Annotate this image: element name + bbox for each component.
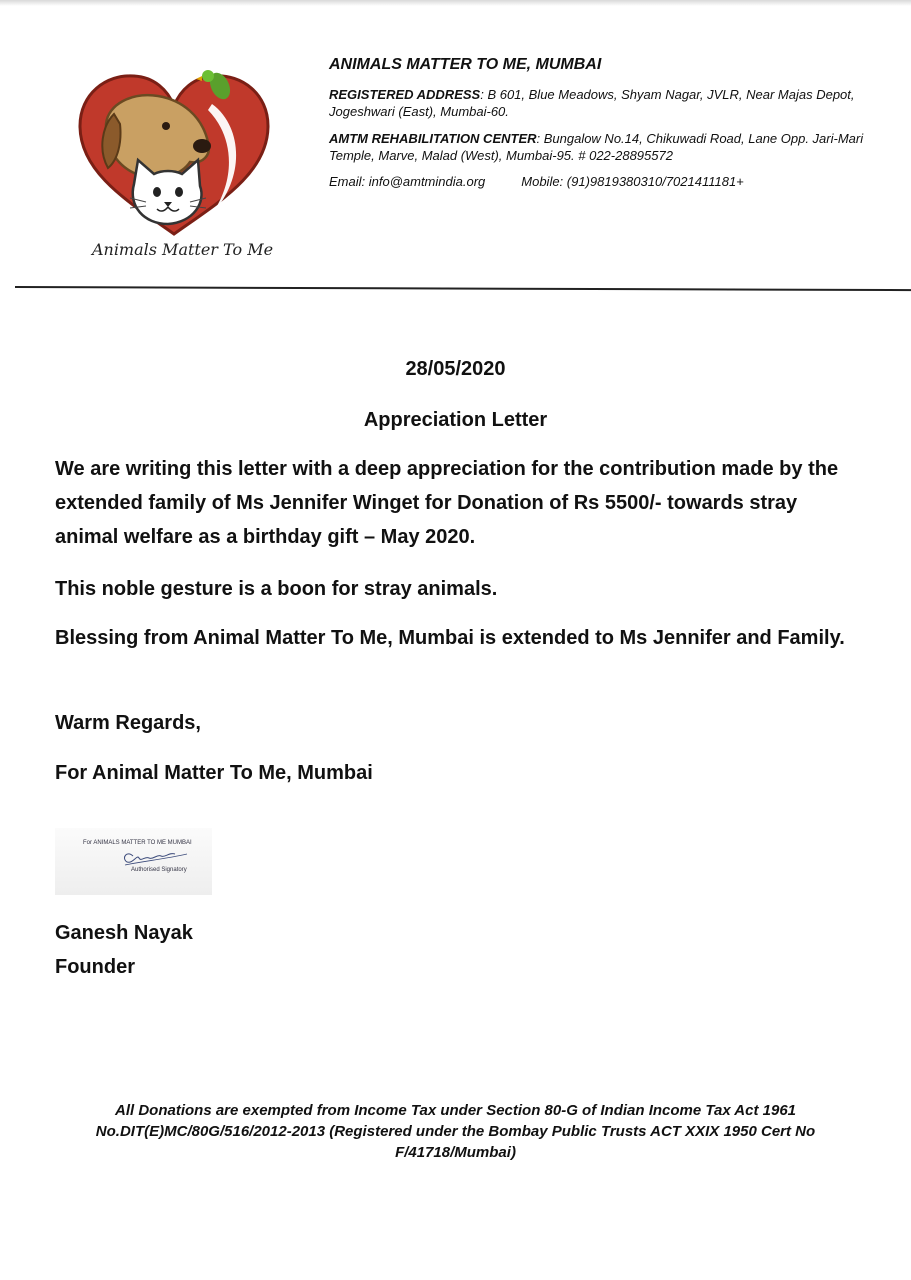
signature-stamp: [55, 828, 212, 895]
letter-date: 28/05/2020: [405, 358, 506, 380]
signer-title: Founder: [55, 956, 135, 978]
paragraph-gesture: This noble gesture is a boon for stray animals.: [55, 578, 498, 600]
for-organization-line: For Animal Matter To Me, Mumbai: [55, 762, 373, 784]
paragraph-appreciation: We are writing this letter with a deep appreciation for the contribution made by the extended family of Ms Jennifer Winget for Donation of Rs 5500/- towards stray animal welfare as a birthday gift – May 2020.: [55, 458, 839, 548]
footer-line-2: No.DIT(E)MC/80G/516/2012-2013 (Registered under the Bombay Public Trusts ACT XXIX 1950 Cert No F/41718/Mumbai): [95, 1123, 816, 1161]
tax-exemption-footer: [50, 1100, 861, 1163]
email-text: Email: info@amtmindia.org: [329, 174, 486, 189]
footer-line-1: All Donations are exempted from Income Tax under Section 80-G of Indian Income Tax Act 1961: [115, 1102, 796, 1119]
rehab-center-text: : Bungalow No.14, Chikuwadi Road, Lane Opp. Jari-Mari Temple, Marve, Malad (West), Mumbai-95. # 022-28895572: [329, 131, 864, 163]
closing-regards: Warm Regards,: [55, 712, 201, 734]
letter-subject: Appreciation Letter: [363, 409, 548, 431]
stamp-signatory-text: Authorised Signatory: [131, 867, 187, 873]
page-top-shadow: [0, 0, 911, 6]
org-logo: [62, 64, 292, 269]
mobile-text: Mobile: (91)9819380310/7021411181+: [521, 174, 744, 189]
logo-caption: Animals Matter To Me: [91, 240, 274, 259]
org-name: ANIMALS MATTER TO ME, MUMBAI: [329, 56, 602, 73]
registered-address: [329, 86, 874, 120]
letterhead: [329, 56, 874, 189]
signer-block: [55, 916, 193, 984]
registered-address-label: REGISTERED ADDRESS: [329, 87, 481, 102]
heart-dog-cat-logo-icon: [62, 64, 292, 239]
contact-line: [329, 174, 874, 189]
signer-name: Ganesh Nayak: [55, 922, 193, 944]
rehab-center-address: [329, 130, 874, 164]
handwritten-signature-icon: [55, 828, 212, 895]
stamp-org-text: For ANIMALS MATTER TO ME MUMBAI: [83, 840, 192, 846]
header-divider: [15, 286, 911, 291]
paragraph-blessing: Blessing from Animal Matter To Me, Mumbai is extended to Ms Jennifer and Family.: [55, 627, 845, 649]
registered-address-text: : B 601, Blue Meadows, Shyam Nagar, JVLR, Near Majas Depot, Jogeshwari (East), Mumbai-60.: [329, 87, 855, 119]
rehab-center-label: AMTM REHABILITATION CENTER: [329, 131, 537, 146]
